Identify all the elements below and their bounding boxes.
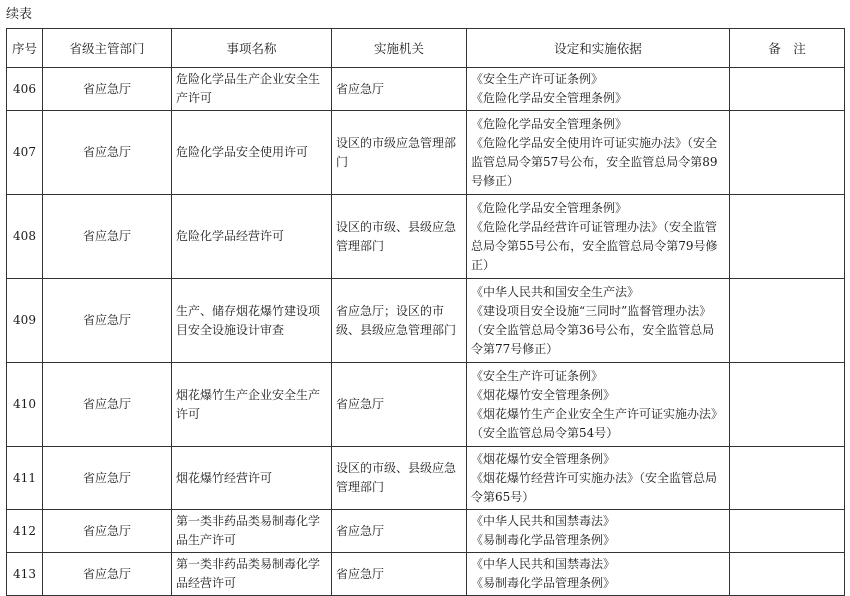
cell-note xyxy=(730,510,845,553)
cell-item: 危险化学品经营许可 xyxy=(172,195,332,279)
cell-item: 烟花爆竹生产企业安全生产许可 xyxy=(172,363,332,447)
cell-item: 烟花爆竹经营许可 xyxy=(172,447,332,510)
cell-basis xyxy=(467,279,730,363)
cell-basis xyxy=(467,447,730,510)
cell-seq: 411 xyxy=(7,447,43,510)
cell-note xyxy=(730,447,845,510)
basis-line: 《中华人民共和国安全生产法》 xyxy=(471,284,640,299)
cell-basis xyxy=(467,111,730,195)
header-item: 事项名称 xyxy=(172,29,332,68)
header-row xyxy=(7,29,845,68)
cell-agency: 省应急厅 xyxy=(332,68,467,111)
cell-note xyxy=(730,279,845,363)
basis-line: 《烟花爆竹生产企业安全生产许可证实施办法》（安全监管总局令第54号） xyxy=(471,406,724,440)
cell-dept: 省应急厅 xyxy=(43,363,172,447)
cell-agency: 省应急厅；设区的市级、县级应急管理部门 xyxy=(332,279,467,363)
cell-item: 危险化学品生产企业安全生产许可 xyxy=(172,68,332,111)
cell-seq: 413 xyxy=(7,553,43,596)
table-caption: 续表 xyxy=(6,7,33,22)
cell-seq: 406 xyxy=(7,68,43,111)
cell-dept: 省应急厅 xyxy=(43,510,172,553)
cell-seq: 408 xyxy=(7,195,43,279)
cell-item: 第一类非药品类易制毒化学品经营许可 xyxy=(172,553,332,596)
basis-line: 《烟花爆竹安全管理条例》 xyxy=(471,451,616,466)
basis-line: 《中华人民共和国禁毒法》 xyxy=(471,557,616,571)
basis-line: 《危险化学品安全使用许可证实施办法》（安全监管总局令第57号公布，安全监管总局令第89号修正） xyxy=(471,135,718,188)
cell-agency: 设区的市级、县级应急管理部门 xyxy=(332,447,467,510)
cell-basis xyxy=(467,510,730,553)
cell-item: 危险化学品安全使用许可 xyxy=(172,111,332,195)
cell-agency: 省应急厅 xyxy=(332,553,467,596)
cell-seq: 410 xyxy=(7,363,43,447)
table-body xyxy=(7,68,845,596)
permit-table xyxy=(6,28,845,596)
header-agency: 实施机关 xyxy=(332,29,467,68)
header-dept: 省级主管部门 xyxy=(43,29,172,68)
table-row xyxy=(7,553,845,596)
table-row xyxy=(7,510,845,553)
cell-basis xyxy=(467,195,730,279)
basis-line: 《安全生产许可证条例》 xyxy=(471,72,604,86)
basis-line: 《安全生产许可证条例》 xyxy=(471,368,604,383)
cell-seq: 407 xyxy=(7,111,43,195)
cell-dept: 省应急厅 xyxy=(43,279,172,363)
basis-line: 《烟花爆竹安全管理条例》 xyxy=(471,387,616,402)
basis-line: 《危险化学品安全管理条例》 xyxy=(471,116,628,131)
cell-note xyxy=(730,111,845,195)
cell-seq: 412 xyxy=(7,510,43,553)
header-seq: 序号 xyxy=(7,29,43,68)
cell-note xyxy=(730,195,845,279)
cell-agency: 省应急厅 xyxy=(332,510,467,553)
cell-basis xyxy=(467,68,730,111)
cell-note xyxy=(730,363,845,447)
table-row xyxy=(7,111,845,195)
basis-line: 《危险化学品安全管理条例》 xyxy=(471,200,628,215)
cell-dept: 省应急厅 xyxy=(43,68,172,111)
header-note: 备 注 xyxy=(730,29,845,68)
table-row xyxy=(7,447,845,510)
cell-agency: 设区的市级应急管理部门 xyxy=(332,111,467,195)
table-row xyxy=(7,68,845,111)
cell-note xyxy=(730,553,845,596)
basis-line: 《危险化学品安全管理条例》 xyxy=(471,91,628,105)
header-basis: 设定和实施依据 xyxy=(467,29,730,68)
cell-agency: 省应急厅 xyxy=(332,363,467,447)
table-row xyxy=(7,363,845,447)
cell-basis xyxy=(467,363,730,447)
basis-line: 《烟花爆竹经营许可实施办法》（安全监管总局令第65号） xyxy=(471,470,718,504)
cell-seq: 409 xyxy=(7,279,43,363)
cell-basis xyxy=(467,553,730,596)
cell-agency: 设区的市级、县级应急管理部门 xyxy=(332,195,467,279)
basis-line: 《易制毒化学品管理条例》 xyxy=(471,533,616,547)
basis-line: 《危险化学品经营许可证管理办法》（安全监管总局令第55号公布，安全监管总局令第79号修正） xyxy=(471,219,718,272)
basis-line: 《建设项目安全设施“三同时”监督管理办法》（安全监管总局令第36号公布，安全监管总局令第77号修正） xyxy=(471,303,715,356)
cell-dept: 省应急厅 xyxy=(43,553,172,596)
cell-dept: 省应急厅 xyxy=(43,195,172,279)
cell-note xyxy=(730,68,845,111)
basis-line: 《中华人民共和国禁毒法》 xyxy=(471,514,616,528)
basis-line: 《易制毒化学品管理条例》 xyxy=(471,576,616,590)
cell-dept: 省应急厅 xyxy=(43,111,172,195)
cell-item: 第一类非药品类易制毒化学品生产许可 xyxy=(172,510,332,553)
cell-dept: 省应急厅 xyxy=(43,447,172,510)
table-row xyxy=(7,195,845,279)
table-row xyxy=(7,279,845,363)
cell-item: 生产、储存烟花爆竹建设项目安全设施设计审查 xyxy=(172,279,332,363)
